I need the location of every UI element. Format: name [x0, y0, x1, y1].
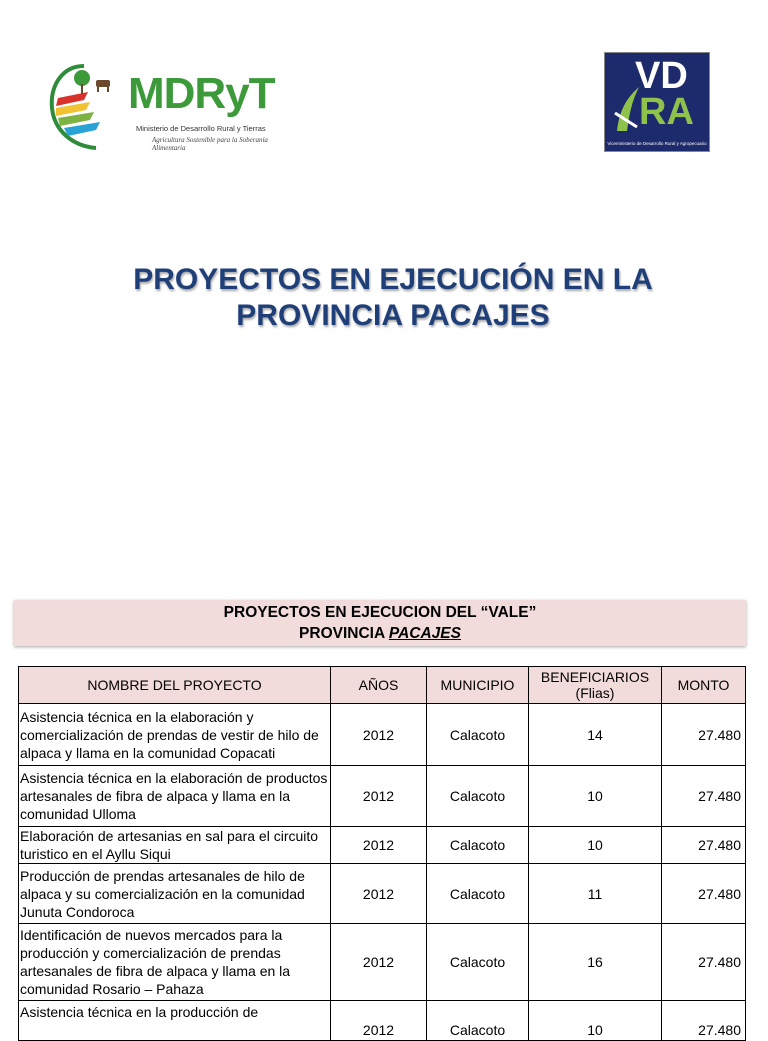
project-name: Asistencia técnica en la producción de: [19, 1001, 331, 1041]
project-name: Elaboración de artesanias en sal para el circuito turistico en el Ayllu Siqui: [19, 827, 331, 864]
project-year: 2012: [331, 924, 427, 1001]
header-year: AÑOS: [331, 667, 427, 704]
project-name: Producción de prendas artesanales de hilo de alpaca y su comercialización en la comunidad Junuta Condoroca: [19, 864, 331, 924]
page-title-line-2: PROVINCIA PACAJES: [236, 299, 550, 332]
header-municipality: MUNICIPIO: [427, 667, 529, 704]
table-row: [19, 827, 746, 864]
section-province-prefix: PROVINCIA: [299, 625, 389, 642]
table-row: [19, 704, 746, 766]
header-beneficiaries-unit: (Flias): [575, 685, 615, 701]
project-amount: 27.480: [662, 704, 746, 766]
projects-table: [18, 666, 746, 1041]
project-year: 2012: [331, 864, 427, 924]
project-amount: 27.480: [662, 827, 746, 864]
project-name: Asistencia técnica en la elaboración y comercialización de prendas de vestir de hilo de alpaca y llama en la comunidad Copacati: [19, 704, 331, 766]
project-year: 2012: [331, 766, 427, 827]
project-amount: 27.480: [662, 864, 746, 924]
project-year: 2012: [331, 827, 427, 864]
project-beneficiaries: 11: [529, 864, 662, 924]
mdryt-wordmark: MDRyT: [128, 69, 275, 118]
project-beneficiaries: 14: [529, 704, 662, 766]
table-row: [19, 766, 746, 827]
page-title-line-1: PROYECTOS EN EJECUCIÓN EN LA: [133, 263, 653, 296]
table-row: [19, 864, 746, 924]
section-province: [14, 625, 746, 643]
project-name: Identificación de nuevos mercados para la producción y comercialización de prendas artesanales de fibra de alpaca y llama en la comunidad Rosario – Pahaza: [19, 924, 331, 1001]
mdryt-tagline: Agricultura Sostenible para la Soberanía Alimentaria: [152, 136, 268, 152]
vdra-logo: [604, 52, 710, 152]
project-municipality: Calacoto: [427, 766, 529, 827]
project-year: 2012: [331, 704, 427, 766]
project-municipality: Calacoto: [427, 864, 529, 924]
project-municipality: Calacoto: [427, 1001, 529, 1041]
project-beneficiaries: 16: [529, 924, 662, 1001]
section-header: [14, 600, 746, 646]
header-amount: MONTO: [662, 667, 746, 704]
project-amount: 27.480: [662, 1001, 746, 1041]
section-title: PROYECTOS EN EJECUCION DEL “VALE”: [223, 604, 537, 621]
header-name: NOMBRE DEL PROYECTO: [19, 667, 331, 704]
project-beneficiaries: 10: [529, 827, 662, 864]
mdryt-emblem-icon: [44, 58, 134, 154]
table-row: [19, 924, 746, 1001]
project-municipality: Calacoto: [427, 924, 529, 1001]
header-beneficiaries-label: BENEFICIARIOS: [540, 669, 650, 685]
project-beneficiaries: 10: [529, 766, 662, 827]
vdra-subtitle: Viceministerio de Desarrollo Rural y Agropecuario: [607, 141, 707, 146]
project-beneficiaries: 10: [529, 1001, 662, 1041]
project-amount: 27.480: [662, 924, 746, 1001]
mdryt-logo: [44, 58, 274, 154]
project-name: Asistencia técnica en la elaboración de productos artesanales de fibra de alpaca y llama en la comunidad Ulloma: [19, 766, 331, 827]
project-municipality: Calacoto: [427, 704, 529, 766]
header-beneficiaries: [529, 667, 662, 704]
section-province-name: PACAJES: [388, 625, 461, 642]
project-amount: 27.480: [662, 766, 746, 827]
table-header-row: [19, 667, 746, 704]
project-year: 2012: [331, 1001, 427, 1041]
project-municipality: Calacoto: [427, 827, 529, 864]
page-title: [100, 262, 686, 334]
table-row: [19, 1001, 746, 1041]
vdra-letters-bottom: RA: [639, 91, 694, 133]
mdryt-subtitle: Ministerio de Desarrollo Rural y Tierras: [136, 124, 266, 133]
vdra-letters-top: VD: [635, 55, 688, 97]
